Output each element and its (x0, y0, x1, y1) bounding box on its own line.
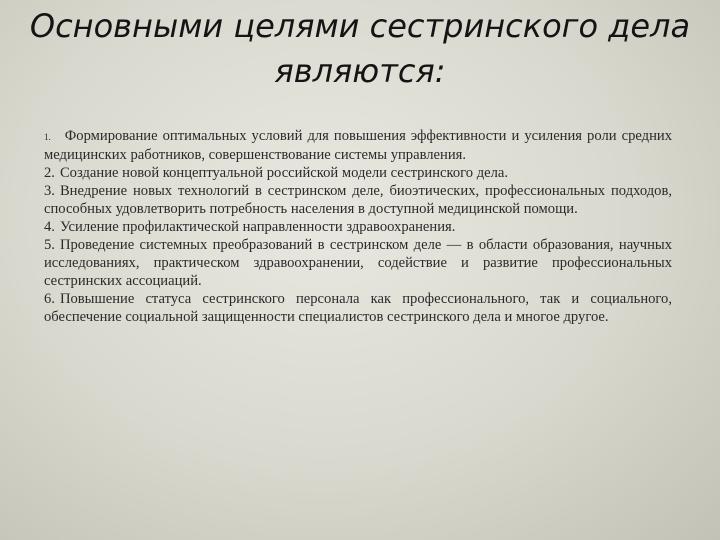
goal-item-5 (44, 236, 672, 290)
goal-text-4: Усиление профилактической направленности здравоохранения. (59, 219, 456, 235)
goal-item-6 (44, 290, 672, 326)
goal-number-6: 6. (44, 291, 55, 307)
goal-text-2: Создание новой концептуальной российской модели сестринского дела. (59, 165, 509, 181)
goal-item-3 (44, 182, 672, 218)
goal-number-3: 3. (44, 183, 55, 199)
goal-number-5: 5. (44, 237, 55, 253)
goal-item-1 (44, 127, 672, 164)
goal-item-2 (44, 164, 672, 182)
goal-number-2: 2. (44, 165, 55, 181)
goal-item-4 (44, 218, 672, 236)
goals-list (44, 127, 672, 326)
goal-text-5: Проведение системных преобразований в сестринском деле — в области образования, научных исследованиях, практическом здравоохранении, содействие и развитие профессиональных сестринских ассоциаций. (44, 237, 672, 289)
slide-title: Основными целями сестринского дела являются: (29, 7, 691, 90)
goal-number-1: 1. (44, 132, 51, 142)
goal-number-4: 4. (44, 219, 55, 235)
goal-text-6: Повышение статуса сестринского персонала как профессионального, так и социального, обеспечение социальной защищенности специалистов сестринского дела и многое другое. (44, 291, 672, 325)
goal-text-3: Внедрение новых технологий в сестринском деле, биоэтических, профессиональных подходов, способных удовлетворить потребность населения в доступной медицинской помощи. (44, 183, 672, 217)
goal-text-1: Формирование оптимальных условий для повышения эффективности и усиления роли средних медицинских работников, совершенствование системы управления. (44, 128, 672, 163)
